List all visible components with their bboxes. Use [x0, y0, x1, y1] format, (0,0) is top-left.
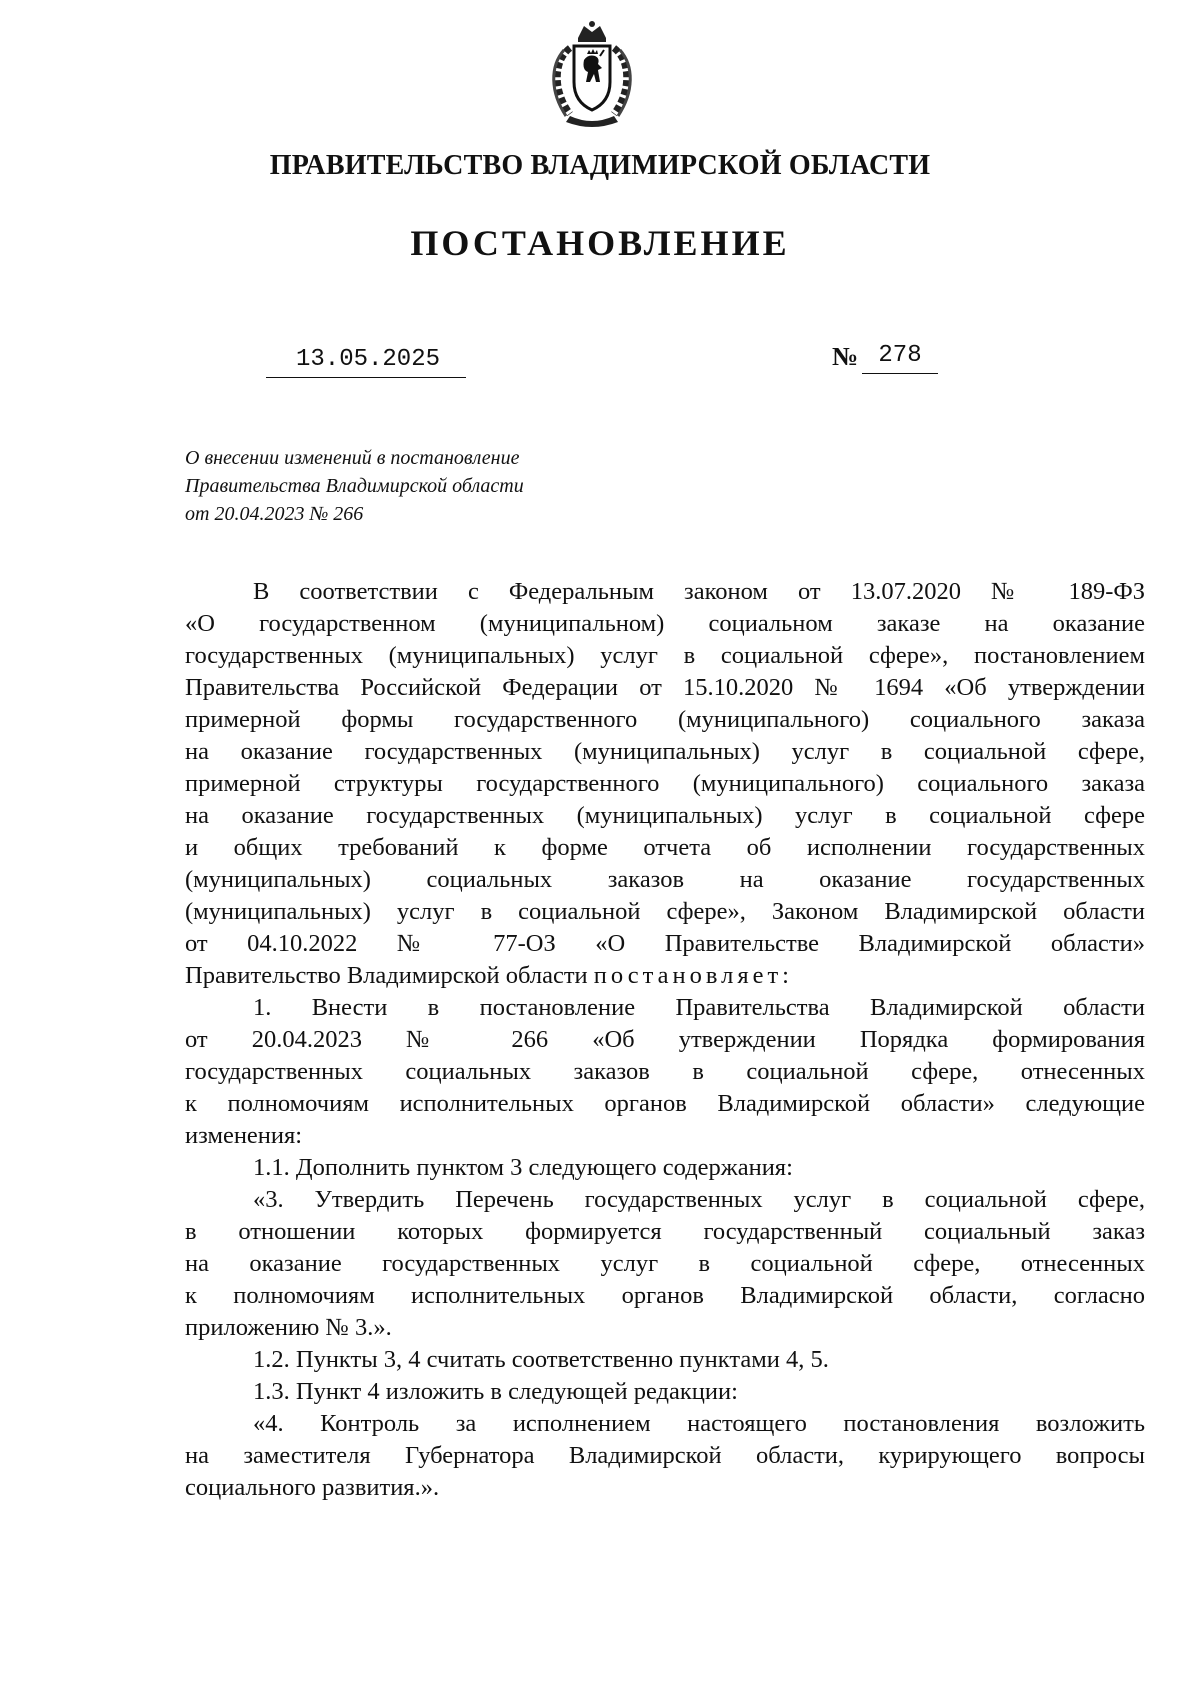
resolves-word: постановляет: — [593, 962, 793, 989]
document-subject — [185, 444, 625, 528]
body-line: в отношении которых формируется государственный социальный заказ — [185, 1218, 1145, 1245]
body-line: государственных социальных заказов в социальной сфере, отнесенных — [185, 1058, 1145, 1085]
body-line: (муниципальных) социальных заказов на оказание государственных — [185, 866, 1145, 893]
subject-line: О внесении изменений в постановление — [185, 447, 520, 469]
subject-line: Правительства Владимирской области — [185, 475, 524, 497]
coat-of-arms-icon — [540, 20, 644, 128]
body-line: 1.2. Пункты 3, 4 считать соответственно пунктами 4, 5. — [253, 1346, 829, 1373]
body-line: на оказание государственных (муниципальных) услуг в социальной сфере — [185, 802, 1145, 829]
body-line: на заместителя Губернатора Владимирской области, курирующего вопросы — [185, 1442, 1145, 1469]
subject-line: от 20.04.2023 № 266 — [185, 503, 364, 525]
body-line: к полномочиям исполнительных органов Владимирской области, согласно — [185, 1282, 1145, 1309]
body-line: от 20.04.2023 № 266 «Об утверждении Порядка формирования — [185, 1026, 1145, 1053]
preamble-end: Правительство Владимирской области — [185, 962, 588, 989]
body-line: «О государственном (муниципальном) социальном заказе на оказание — [185, 610, 1145, 637]
body-line: примерной структуры государственного (муниципального) социального заказа — [185, 770, 1145, 797]
body-line: на оказание государственных услуг в социальной сфере, отнесенных — [185, 1250, 1145, 1277]
body-line: В соответствии с Федеральным законом от 13.07.2020 № 189-ФЗ — [253, 578, 1145, 605]
document-type-title: ПОСТАНОВЛЕНИЕ — [410, 223, 790, 263]
body-line: изменения: — [185, 1122, 303, 1149]
body-line: 1.3. Пункт 4 изложить в следующей редакции: — [253, 1378, 738, 1405]
body-line: приложению № 3.». — [185, 1314, 392, 1341]
number-sign: № — [832, 342, 859, 371]
body-line: к полномочиям исполнительных органов Владимирской области» следующие — [185, 1090, 1145, 1117]
document-date: 13.05.2025 — [295, 346, 441, 373]
government-title: ПРАВИТЕЛЬСТВО ВЛАДИМИРСКОЙ ОБЛАСТИ — [269, 150, 931, 181]
body-line: на оказание государственных (муниципальных) услуг в социальной сфере, — [185, 738, 1145, 765]
number-underline — [862, 373, 938, 374]
document-number: 278 — [878, 342, 922, 369]
body-line: Правительства Российской Федерации от 15.10.2020 № 1694 «Об утверждении — [185, 674, 1145, 701]
body-line: «3. Утвердить Перечень государственных услуг в социальной сфере, — [253, 1186, 1145, 1213]
body-line: «4. Контроль за исполнением настоящего постановления возложить — [253, 1410, 1145, 1437]
body-line: 1. Внести в постановление Правительства Владимирской области — [253, 994, 1145, 1021]
body-line: от 04.10.2022 № 77-ОЗ «О Правительстве Владимирской области» — [185, 930, 1145, 957]
body-line: государственных (муниципальных) услуг в социальной сфере», постановлением — [185, 642, 1145, 669]
body-line: примерной формы государственного (муниципального) социального заказа — [185, 706, 1145, 733]
body-line: (муниципальных) услуг в социальной сфере», Законом Владимирской области — [185, 898, 1145, 925]
date-underline — [266, 377, 466, 378]
body-line: социального развития.». — [185, 1474, 440, 1501]
body-line — [185, 960, 1145, 992]
document-body — [185, 576, 1145, 1504]
body-line: и общих требований к форме отчета об исполнении государственных — [185, 834, 1145, 861]
body-line: 1.1. Дополнить пунктом 3 следующего содержания: — [253, 1154, 793, 1181]
